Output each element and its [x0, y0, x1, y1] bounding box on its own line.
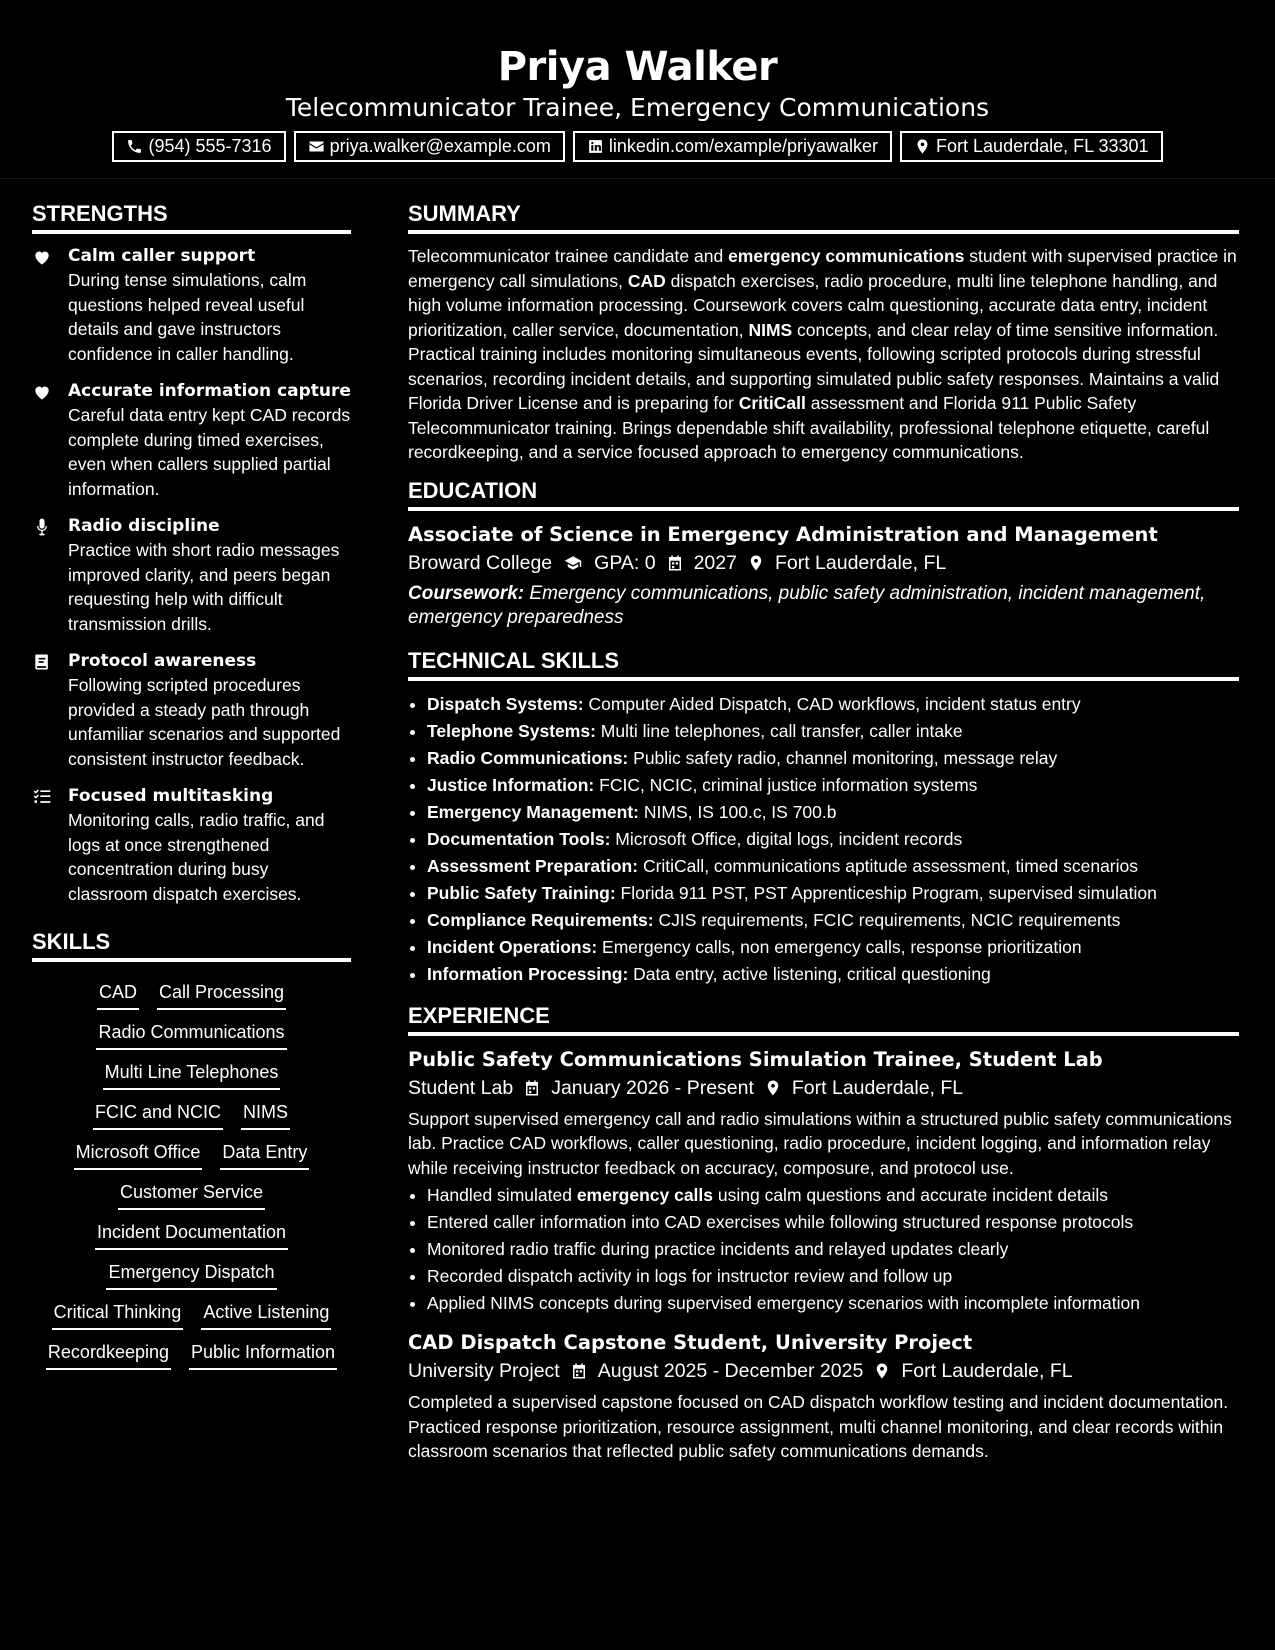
location-text: Fort Lauderdale, FL 33301: [936, 136, 1149, 156]
contact-bar: [0, 131, 1275, 162]
strengths-heading: STRENGTHS: [32, 200, 351, 234]
strength-title: Protocol awareness: [68, 651, 257, 671]
bullet-text: Handled simulated: [427, 1185, 577, 1205]
job-org: Student Lab: [408, 1076, 514, 1099]
skill-tag: Critical Thinking: [52, 1300, 184, 1330]
skill-tag: Emergency Dispatch: [106, 1260, 276, 1290]
calendar-icon: [570, 1362, 588, 1380]
skills-heading: SKILLS: [32, 928, 351, 962]
skill-value: Computer Aided Dispatch, CAD workflows, incident status entry: [588, 693, 1081, 714]
skill-tag: Multi Line Telephones: [103, 1060, 281, 1090]
summary-part: Telecommunicator trainee candidate and: [408, 246, 729, 266]
education-meta: [408, 548, 1239, 578]
job-location: Fort Lauderdale, FL: [901, 1360, 1073, 1382]
degree-title: Associate of Science in Emergency Administration and Management: [408, 522, 1158, 546]
job-description: Completed a supervised capstone focused on CAD dispatch workflow testing and incident documentation. Practiced response prioritization, resource assignment, multi channel monitoring, and clear records within classroom scenarios that reflected public safety communications demands.: [408, 1392, 1229, 1461]
contact-phone[interactable]: [112, 131, 285, 162]
skill-label: Public Safety Training:: [427, 882, 616, 903]
skill-value: Emergency calls, non emergency calls, response prioritization: [602, 936, 1082, 957]
envelope-icon: [308, 138, 325, 155]
summary-emphasis: NIMS: [748, 319, 793, 340]
checklist-icon: [32, 787, 52, 807]
skill-label: Incident Operations:: [427, 936, 598, 957]
skill-tags: [32, 972, 351, 1370]
list-item: [427, 799, 1239, 826]
skill-value: FCIC, NCIC, criminal justice information systems: [599, 774, 978, 795]
list-item: [427, 826, 1239, 853]
coursework: [408, 582, 1239, 631]
skill-tag: Radio Communications: [96, 1020, 286, 1050]
coursework-label: Coursework:: [408, 582, 525, 604]
list-item: [427, 880, 1239, 907]
job-dates: January 2026 - Present: [551, 1076, 754, 1099]
skill-label: Information Processing:: [427, 963, 629, 984]
strength-title: Calm caller support: [68, 246, 256, 266]
list-item: • Recorded dispatch activity in logs for instructor review and follow up: [427, 1263, 1239, 1290]
strength-item: [32, 784, 351, 906]
strength-desc: Careful data entry kept CAD records complete during timed exercises, even when callers supplied partial information.: [68, 405, 351, 499]
skill-label: Compliance Requirements:: [427, 909, 654, 930]
map-pin-icon: [764, 1079, 782, 1097]
skill-value: Public safety radio, channel monitoring, message relay: [633, 747, 1058, 768]
linkedin-icon: [587, 138, 604, 155]
summary-emphasis: CAD: [627, 270, 666, 291]
job-bullets: [408, 1182, 1239, 1317]
list-item: • Entered caller information into CAD exercises while following structured response protocols: [427, 1209, 1239, 1236]
job-entry: [408, 1046, 1239, 1318]
list-item: [427, 961, 1239, 988]
strength-desc: Following scripted procedures provided a steady path through unfamiliar scenarios and supported consistent instructor feedback.: [68, 675, 341, 769]
skill-tag: FCIC and NCIC: [93, 1100, 223, 1130]
coursework-list: Emergency communications, public safety administration, incident management, emergency preparedness: [408, 582, 1206, 628]
education-location: Fort Lauderdale, FL: [774, 551, 947, 574]
skill-label: Justice Information:: [427, 774, 595, 795]
skill-tag: Call Processing: [157, 980, 286, 1010]
calendar-icon: [523, 1079, 541, 1097]
strength-desc: During tense simulations, calm questions helped reveal useful details and gave instructors confidence in caller handling.: [68, 270, 307, 364]
skill-tag: CAD: [97, 980, 139, 1010]
skill-label: Assessment Preparation:: [427, 855, 639, 876]
strength-desc: Monitoring calls, radio traffic, and logs at once strengthened concentration during busy classroom dispatch exercises.: [68, 810, 325, 904]
list-item: • Monitored radio traffic during practice incidents and relayed updates clearly: [427, 1236, 1239, 1263]
heart-icon: [32, 247, 52, 267]
summary-part: concepts, and clear relay of time sensitive information. Practical training includes monitoring simultaneous events, following scripted protocols during stressful scenarios, recording incident details, and supporting simulated public safety responses. Maintains a valid Florida Driver License and is preparing for: [408, 319, 1220, 413]
heart-icon: [32, 382, 52, 402]
skill-value: Data entry, active listening, critical questioning: [633, 963, 991, 984]
strength-title: Accurate information capture: [68, 381, 351, 401]
bullet-emphasis: emergency calls: [576, 1185, 714, 1205]
left-column: [32, 200, 351, 1370]
list-item: [427, 718, 1239, 745]
strength-desc: Practice with short radio messages improved clarity, and peers began requesting help with difficult transmission drills.: [68, 540, 340, 634]
strength-title: Radio discipline: [68, 516, 220, 536]
job-title: Public Safety Communications Simulation Trainee, Student Lab: [408, 1047, 1103, 1071]
experience-heading: EXPERIENCE: [408, 1002, 1239, 1036]
candidate-name: Priya Walker: [497, 44, 778, 90]
job-meta: [408, 1356, 1239, 1386]
summary-part: assessment and Florida 911 Public Safety Telecommunicator training. Brings dependable shift availability, professional telephone etiquette, careful recordkeeping, and a service focused approach to emergency communications.: [408, 393, 1210, 462]
map-pin-icon: [914, 138, 931, 155]
right-column: [408, 200, 1239, 1476]
skill-tag: Microsoft Office: [74, 1140, 203, 1170]
candidate-title: Telecommunicator Trainee, Emergency Communications: [285, 93, 990, 122]
contact-email[interactable]: [294, 131, 565, 162]
job-title: CAD Dispatch Capstone Student, University Project: [408, 1331, 973, 1354]
skill-tag: Incident Documentation: [95, 1220, 288, 1250]
email-text: priya.walker@example.com: [329, 136, 551, 156]
skill-tag: Customer Service: [118, 1180, 265, 1210]
summary-emphasis: CritiCall: [738, 393, 806, 413]
list-item: [427, 934, 1239, 961]
skill-value: CritiCall, communications aptitude assessment, timed scenarios: [642, 855, 1138, 876]
list-item: [427, 745, 1239, 772]
list-item: [427, 772, 1239, 799]
summary-part: student with supervised practice in emergency call simulations,: [408, 246, 1237, 291]
phone-text: (954) 555-7316: [148, 136, 272, 156]
phone-icon: [126, 138, 143, 155]
skill-value: Microsoft Office, digital logs, incident records: [615, 828, 963, 849]
strength-item: [32, 649, 351, 771]
map-pin-icon: [747, 554, 765, 572]
graduation-cap-icon: [562, 554, 584, 572]
job-dates: August 2025 - December 2025: [597, 1360, 864, 1382]
skill-value: Multi line telephones, call transfer, caller intake: [600, 720, 963, 741]
map-pin-icon: [873, 1362, 891, 1380]
summary-part: dispatch exercises, radio procedure, multi line telephone handling, and high volume information processing. Coursework covers calm questioning, accurate data entry, incident prioritization, caller service, documentation,: [408, 270, 1218, 340]
skill-label: Telephone Systems:: [427, 720, 596, 741]
school-name: Broward College: [408, 551, 553, 574]
skill-label: Radio Communications:: [427, 747, 629, 768]
skill-tag: Recordkeeping: [46, 1340, 171, 1370]
list-item: [427, 1182, 1239, 1209]
job-entry: [408, 1329, 1239, 1464]
list-item: [427, 691, 1239, 718]
bullet-text: using calm questions and accurate incident details: [713, 1185, 1108, 1205]
contact-linkedin[interactable]: [573, 131, 892, 162]
gpa: GPA: 0: [594, 551, 656, 574]
list-item: [427, 907, 1239, 934]
resume-header: [0, 0, 1275, 179]
technical-skills-list: [408, 691, 1239, 988]
strength-item: [32, 244, 351, 366]
skill-label: Emergency Management:: [427, 801, 640, 822]
skill-value: NIMS, IS 100.c, IS 700.b: [643, 801, 837, 822]
skill-tag: Active Listening: [201, 1300, 331, 1330]
list-item: [427, 853, 1239, 880]
job-location: Fort Lauderdale, FL: [791, 1076, 964, 1099]
microphone-icon: [32, 517, 52, 537]
technical-skills-heading: TECHNICAL SKILLS: [408, 647, 1239, 681]
skill-tag: NIMS: [241, 1100, 290, 1130]
list-item: • Applied NIMS concepts during supervised emergency scenarios with incomplete information: [427, 1290, 1239, 1317]
summary-text: [408, 244, 1239, 465]
calendar-icon: [666, 554, 684, 572]
contact-location[interactable]: [900, 131, 1162, 162]
skill-tag: Data Entry: [220, 1140, 309, 1170]
strength-title: Focused multitasking: [68, 786, 274, 806]
graduation-year: 2027: [693, 551, 737, 574]
job-org: University Project: [408, 1360, 560, 1382]
linkedin-text: linkedin.com/example/priyawalker: [608, 136, 879, 156]
book-icon: [32, 652, 52, 672]
skill-value: Florida 911 PST, PST Apprenticeship Program, supervised simulation: [620, 882, 1157, 903]
skill-value: CJIS requirements, FCIC requirements, NCIC requirements: [658, 909, 1121, 930]
strength-item: [32, 514, 351, 636]
strength-item: [32, 379, 351, 501]
skill-label: Dispatch Systems:: [427, 693, 584, 714]
job-meta: [408, 1073, 1239, 1103]
summary-heading: SUMMARY: [408, 200, 1239, 234]
summary-emphasis: emergency communications: [728, 246, 965, 266]
job-description: Support supervised emergency call and radio simulations within a structured public safety communications lab. Practice CAD workflows, caller questioning, radio procedure, incident logging, and information relay while receiving instructor feedback on accuracy, composure, and protocol use.: [408, 1108, 1232, 1178]
skill-label: Documentation Tools:: [427, 828, 611, 849]
education-heading: EDUCATION: [408, 477, 1239, 511]
skill-tag: Public Information: [189, 1340, 337, 1370]
